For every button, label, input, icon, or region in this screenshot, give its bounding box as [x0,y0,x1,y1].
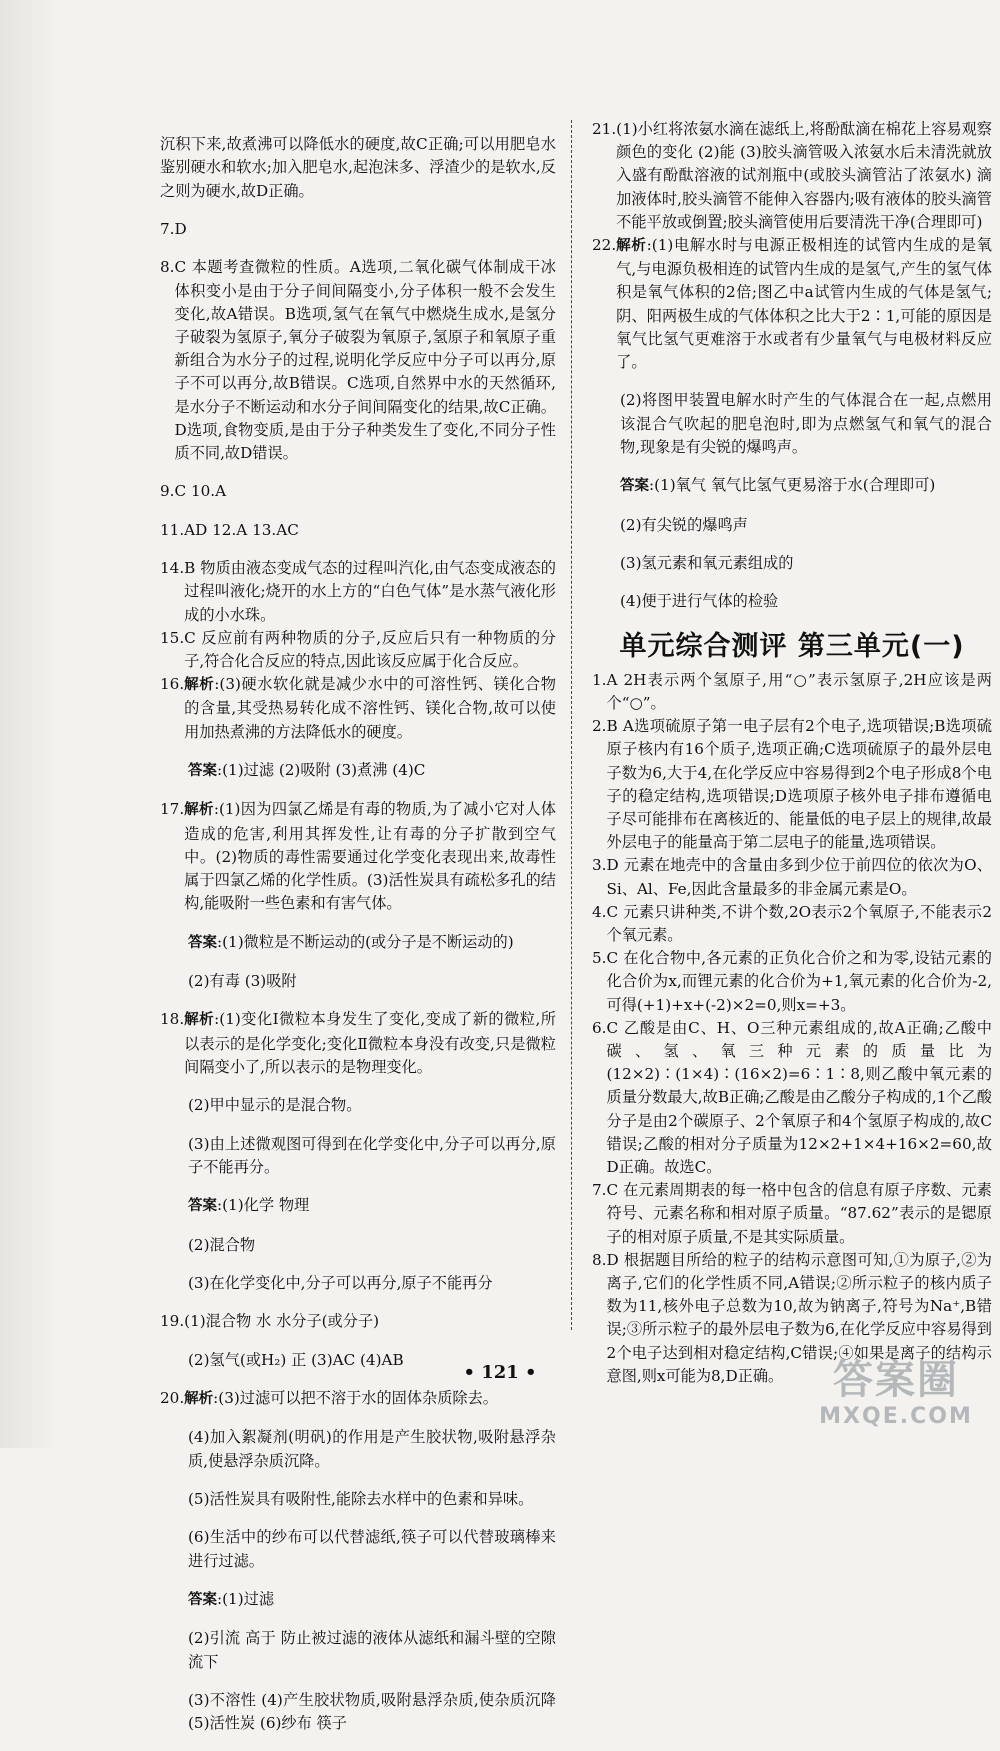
watermark-url: MXQE.COM [819,1404,973,1429]
unit-answer-4: 4. C 元素只讲种类,不讲个数,2O表示2个氧原子,不能表示2个氧元素。 [592,902,992,945]
answer-17-key-2: (2)有毒 (3)吸附 [188,971,297,990]
answer-22: 22. 解析:(1)电解水时与电源正极相连的试管内生成的是氧气,与电源负极相连的试管内生成的是氢气,产生的氢气体积是氧气体积的2倍;图乙中a试管内生成的气体是氢气;阴、阳两极生成的气体体积之比大于2∶1,可能的原因是氧气比氢气更难溶于水或者有少量氧气与电极材料反应了。 [592,236,992,372]
answer-22-key-4: (4)便于进行气体的检验 [620,592,779,611]
answer-22-p2: (2)将图甲装置电解水时产生的气体混合在一起,点燃用该混合气吹起的肥皂泡时,即为点燃氢气和氧气的混合物,现象是有尖锐的爆鸣声。 [620,391,992,456]
answer-18-p3: (3)由上述微观图可得到在化学变化中,分子可以再分,原子不能再分。 [188,1134,556,1176]
answer-17-key: 答案:(1)微粒是不断运动的(或分子是不断运动的) [188,932,514,951]
unit-answer-5: 5. C 在化合物中,各元素的正负化合价之和为零,设钴元素的化合价为x,而锂元素的化合价为+1,氧元素的化合价为-2,可得(+1)+x+(-2)×2=0,则x=+3。 [592,949,992,1014]
site-watermark [802,1356,990,1442]
answer-15: 15. C 反应前有两种物质的分子,反应后只有一种物质的分子,符合化合反应的特点,因此该反应属于化合反应。 [160,628,556,670]
unit-answer-2: 2. B A选项硫原子第一电子层有2个电子,选项错误;B选项硫原子核内有16个质子,选项正确;C选项硫原子的最外层电子数为6,大于4,在化学反应中容易得到2个电子形成8个电子的稳定结构,选项错误;D选项原子核外电子排布遵循电子尽可能排布在离核近的、能量低的电子层上的规律,故最外层电子的能量高于第二层电子的能量,选项错误。 [592,717,992,852]
analysis-label: 解析 [184,802,214,819]
answer-20: 20. 解析:(3)过滤可以把不溶于水的固体杂质除去。 [160,1389,498,1408]
answer-18-key: 答案:(1)化学 物理 [188,1196,310,1215]
section-title: 单元综合测评 第三单元(一) [619,630,965,662]
unit-answer-7: 7. C 在元素周期表的每一格中包含的信息有原子序数、元素符号、元素名称和相对原子质量。“87.62”表示的是锶原子的相对原子质量,不是其实际质量。 [592,1181,992,1246]
answer-14: 14. B 物质由液态变成气态的过程叫汽化,由气态变成液态的过程叫液化;烧开的水上方的“白色气体”是水蒸气液化形成的小水珠。 [160,559,556,624]
answer-20-p4: (6)生活中的纱布可以代替滤纸,筷子可以代替玻璃棒来进行过滤。 [188,1528,556,1570]
intro-paragraph: 沉积下来,故煮沸可以降低水的硬度,故C正确;可以用肥皂水鉴别硬水和软水;加入肥皂水,起泡沫多、浮渣少的是软水,反之则为硬水,故D正确。 [160,135,556,200]
analysis-label: 解析 [184,677,215,694]
answer-19: 19. (1)混合物 水 水分子(或分子) [160,1312,380,1331]
answer-20-p3: (5)活性炭具有吸附性,能除去水样中的色素和异味。 [188,1490,534,1509]
left-column [160,118,556,1751]
answer-20-key-2: (2)引流 高于 防止被过滤的液体从滤纸和漏斗壁的空隙流下 [188,1629,556,1671]
page-number: • 121 • [463,1362,537,1383]
analysis-label: 解析 [184,1012,215,1029]
unit-answer-8: 8. D 根据题目所给的粒子的结构示意图可知,①为原子,②为离子,它们的化学性质不同,A错误;②所示粒子的核内质子数为11,核外电子总数为10,故为钠离子,符号为Na⁺,B错误;③所示粒子的最外层电子数为6,在化学反应中容易得到2个电子达到相对稳定结构,C错误;④如果是离子的结构示意图,则x可能为8,D正确。 [592,1250,992,1385]
answer-18: 18. 解析:(1)变化Ⅰ微粒本身发生了变化,变成了新的微粒,所以表示的是化学变化;变化Ⅱ微粒本身没有改变,只是微粒间隔变小了,所以表示的是物理变化。 [160,1010,556,1076]
column-divider [571,120,572,1330]
answer-21: 21. (1)小红将浓氨水滴在滤纸上,将酚酞滴在棉花上容易观察颜色的变化 (2)能 (3)胶头滴管吸入浓氨水后未清洗就放入盛有酚酞溶液的试剂瓶中(或胶头滴管沾了浓氨水) 滴加液体时,胶头滴管不能伸入容器内;吸有液体的胶头滴管不能平放或倒置;胶头滴管使用后要清洗干净(合理即可) [592,120,992,231]
page-edge-shadow [0,0,60,1448]
answer-19-l2: (2)氢气(或H₂) 正 (3)AC (4)AB [188,1350,404,1369]
answer-20-p2: (4)加入絮凝剂(明矾)的作用是产生胶状物,吸附悬浮杂质,使悬浮杂质沉降。 [188,1428,556,1470]
unit-answer-6: 6. C 乙酸是由C、H、O三种元素组成的,故A正确;乙酸中碳、氢、氧三种元素的质量比为(12×2)∶(1×4)∶(16×2)=6∶1∶8,则乙酸中氧元素的质量分数最大,故B正确;乙酸是由乙酸分子构成的,1个乙酸分子是由2个碳原子、2个氧原子和4个氢原子构成的,故C错误;乙酸的相对分子质量为12×2+1×4+16×2=60,故D正确。故选C。 [592,1018,992,1177]
answer-9-10: 9.C 10.A [160,482,227,501]
answer-18-p2: (2)甲中显示的是混合物。 [188,1096,362,1115]
answer-8: 8. C 本题考查微粒的性质。A选项,二氧化碳气体制成干冰体积变小是由于分子间间隔变小,分子体积一般不会发生变化,故A错误。B选项,氢气在氧气中燃烧生成水,是氢分子破裂为氢原子,氧分子破裂为氧原子,氢原子和氧原子重新组合为水分子的过程,说明化学反应中分子可以再分,原子不可以再分,故B错误。C选项,自然界中水的天然循环,是水分子不断运动和水分子间间隔变化的结果,故C正确。D选项,食物变质,是由于分子种类发生了变化,不同分子性质不同,故D错误。 [160,258,556,462]
analysis-label: 解析 [184,1391,214,1408]
answer-16-key: 答案:(1)过滤 (2)吸附 (3)煮沸 (4)C [188,760,426,779]
answer-18-key-2: (2)混合物 [188,1235,256,1254]
analysis-label: 解析 [616,238,647,255]
unit-answer-1: 1. A 2H表示两个氢原子,用“○”表示氢原子,2H应该是两个“○”。 [592,670,992,712]
watermark-logo-text: 答案圈 [833,1357,959,1403]
answer-7: 7.D [160,219,187,238]
unit-answer-3: 3. D 元素在地壳中的含量由多到少位于前四位的依次为O、Si、Al、Fe,因此含量最多的非金属元素是O。 [592,856,992,898]
answer-18-key-3: (3)在化学变化中,分子可以再分,原子不能再分 [188,1273,493,1292]
answer-22-key-3: (3)氢元素和氧元素组成的 [620,554,794,572]
answer-22-key-2: (2)有尖锐的爆鸣声 [620,515,748,534]
answer-20-key: 答案:(1)过滤 [188,1590,275,1609]
answer-16: 16. 解析:(3)硬水软化就是减少水中的可溶性钙、镁化合物的含量,其受热易转化成不溶性钙、镁化合物,故可以使用加热煮沸的方法降低水的硬度。 [160,675,556,741]
right-column [592,118,992,1388]
answer-11-13: 11.AD 12.A 13.AC [160,520,299,539]
answer-22-key: 答案:(1)氧气 氧气比氢气更易溶于水(合理即可) [620,476,936,495]
answer-20-key-3: (3)不溶性 (4)产生胶状物质,吸附悬浮杂质,使杂质沉降 (5)活性炭 (6)纱布 筷子 [188,1691,556,1733]
answer-17: 17. 解析:(1)因为四氯乙烯是有毒的物质,为了减小它对人体造成的危害,利用其挥发性,让有毒的分子扩散到空气中。(2)物质的毒性需要通过化学变化表现出来,故毒性属于四氯乙烯的化学性质。(3)活性炭具有疏松多孔的结构,能吸附一些色素和有害气体。 [160,800,556,913]
